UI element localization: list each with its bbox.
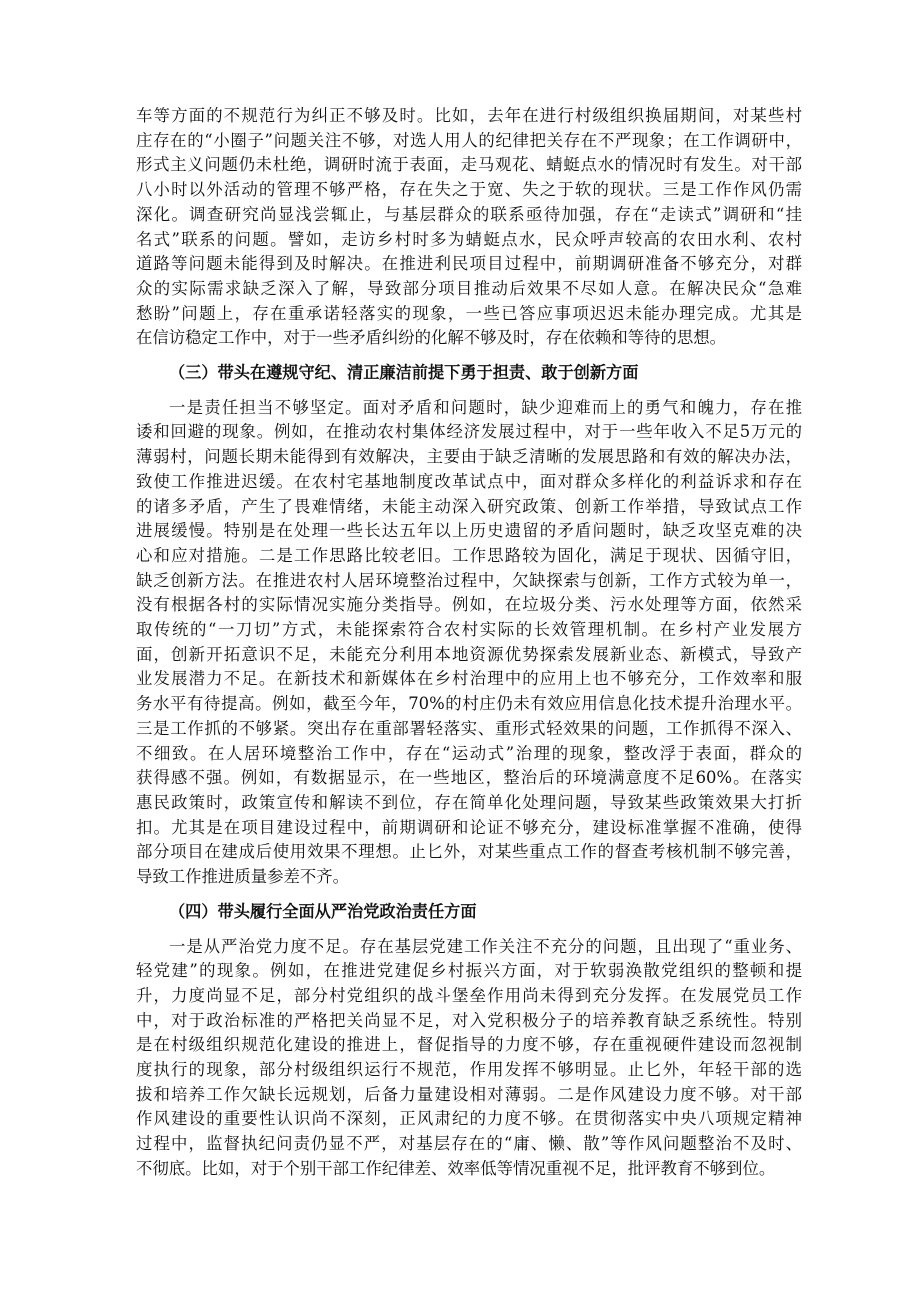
text-line: 愁盼”问题上，存在重承诺轻落实的现象，一些已答应事项迟迟未能办理完成。尤其是 [136,303,802,323]
text-line: 进展缓慢。特别是在处理一些长达五年以上历史遗留的矛盾问题时，缺乏攻坚克难的决 [136,521,802,541]
text-line: 诿和回避的现象。例如，在推动农村集体经济发展过程中，对于一些年收入不足5万元的 [136,422,802,442]
text-line: 众的实际需求缺乏深入了解，导致部分项目推动后效果不尽如人意。在解决民众“急难 [136,278,802,298]
text-line: 道路等问题未能得到及时解决。在推进利民项目过程中，前期调研准备不够充分，对群 [136,254,802,274]
text-line: 薄弱村，问题长期未能得到有效解决，主要由于缺乏清晰的发展思路和有效的解决办法， [136,447,802,467]
text-line: 轻党建”的现象。例如，在推进党建促乡村振兴方面，对于软弱涣散党组织的整顿和提 [136,961,802,981]
text-line: 心和应对措施。二是工作思路比较老旧。工作思路较为固化，满足于现状、因循守旧， [136,545,802,565]
text-line: 是在村级组织规范化建设的推进上，督促指导的力度不够，存在重视硬件建设而忽视制 [136,1035,802,1055]
text-line: 获得感不强。例如，有数据显示，在一些地区，整治后的环境满意度不足60%。在落实 [136,768,802,788]
section-heading-3: （三）带头在遵规守纪、清正廉洁前提下勇于担责、敢于创新方面 [169,363,639,383]
text-line: 惠民政策时，政策宣传和解读不到位，存在简单化处理问题，导致某些政策效果大打折 [136,792,802,812]
text-line: 三是工作抓的不够紧。突出存在重部署轻落实、重形式轻效果的问题，工作抓得不深入、 [136,718,802,738]
text-line: 不彻底。比如，对于个别干部工作纪律差、效率低等情况重视不足，批评教育不够到位。 [136,1158,776,1178]
text-line: 业发展潜力不足。在新技术和新媒体在乡村治理中的应用上也不够充分，工作效率和服 [136,669,802,689]
paragraph-work-style [136,104,802,351]
paragraph-party-governance [136,935,802,1182]
text-line: 作风建设的重要性认识尚不深刻，正风肃纪的力度不够。在贯彻落实中央八项规定精神 [136,1109,802,1129]
section-heading-4: （四）带头履行全面从严治党政治责任方面 [169,901,477,921]
text-line: 导致工作推进质量参差不齐。 [136,867,350,887]
text-line: 深化。调查研究尚显浅尝辄止，与基层群众的联系亟待加强，存在“走读式”调研和“挂 [136,204,802,224]
text-line: 过程中，监督执纪问责仍显不严，对基层存在的“庸、懒、散”等作风问题整治不及时、 [136,1134,802,1154]
text-line: 名式”联系的问题。譬如，走访乡村时多为蜻蜓点水，民众呼声较高的农田水利、农村 [136,229,802,249]
text-line: 缺乏创新方法。在推进农村人居环境整治过程中，欠缺探索与创新，工作方式较为单一， [136,570,802,590]
text-line: 不细致。在人居环境整治工作中，存在“运动式”治理的现象，整改浮于表面，群众的 [136,743,802,763]
text-line: 没有根据各村的实际情况实施分类指导。例如，在垃圾分类、污水处理等方面，依然采 [136,595,802,615]
text-line: 扣。尤其是在项目建设过程中，前期调研和论证不够充分，建设标准掌握不准确，使得 [136,817,802,837]
text-line: 庄存在的“小圈子”问题关注不够，对选人用人的纪律把关存在不严现象；在工作调研中， [136,130,802,150]
text-line: 升，力度尚显不足，部分村党组织的战斗堡垒作用尚未得到充分发挥。在发展党员工作 [136,985,802,1005]
text-line: 在信访稳定工作中，对于一些矛盾纠纷的化解不够及时，存在依赖和等待的思想。 [136,328,727,348]
text-line: 八小时以外活动的管理不够严格，存在失之于宽、失之于软的现状。三是工作作风仍需 [136,180,802,200]
text-line: 务水平有待提高。例如，截至今年，70%的村庄仍未有效应用信息化技术提升治理水平。 [136,694,802,714]
text-line: 取传统的“一刀切”方式，未能探索符合农村实际的长效管理机制。在乡村产业发展方 [136,620,802,640]
text-line: 车等方面的不规范行为纠正不够及时。比如，去年在进行村级组织换届期间，对某些村 [136,106,802,125]
text-line: 形式主义问题仍未杜绝，调研时流于表面，走马观花、蜻蜓点水的情况时有发生。对干部 [136,155,802,175]
text-line: 面，创新开拓意识不足，未能充分利用本地资源优势探索发展新业态、新模式，导致产 [136,644,802,664]
text-line: 致使工作推进迟缓。在农村宅基地制度改革试点中，面对群众多样化的利益诉求和存在 [136,471,802,491]
paragraph-responsibility [136,396,802,890]
text-line: 中，对于政治标准的严格把关尚显不足，对入党积极分子的培养教育缺乏系统性。特别 [136,1010,802,1030]
text-line: 一是责任担当不够坚定。面对矛盾和问题时，缺少迎难而上的勇气和魄力，存在推 [169,397,802,417]
text-line: 拔和培养工作欠缺长远规划，后备力量建设相对薄弱。二是作风建设力度不够。对干部 [136,1084,802,1104]
text-line: 部分项目在建成后使用效果不理想。止匕外，对某些重点工作的督查考核机制不够完善， [136,842,802,862]
text-line: 一是从严治党力度不足。存在基层党建工作关注不充分的问题，且出现了“重业务、 [169,936,802,956]
text-line: 的诸多矛盾，产生了畏难情绪，未能主动深入研究政策、创新工作举措，导致试点工作 [136,496,802,516]
text-line: 度执行的现象，部分村级组织运行不规范，作用发挥不够明显。止匕外，年轻干部的选 [136,1060,802,1080]
